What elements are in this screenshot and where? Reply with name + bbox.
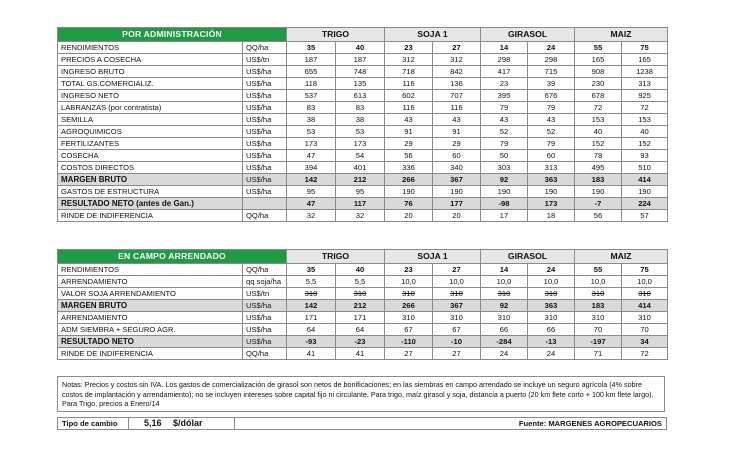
table-row xyxy=(58,126,668,138)
notes-text: Notas: Precios y costos sin IVA. Los gastos de comercialización de girasol son netos de bonificaciones; en las siembras en campo arrendado se incluye un seguro agrícola (4% sobre costos de implantación y arrendamiento); no se incluyen intereses sobre capital fijo ni circulante. Para trigo, maíz girasol y soja, distancia a puerto (20 km flete corto + 100 km flete largo). Para Trigo, precios a Enero/14 xyxy=(62,380,654,409)
value-cell: 38 xyxy=(287,114,336,126)
crop-header-maiz: MAIZ xyxy=(575,250,668,264)
value-cell: 116 xyxy=(385,78,433,90)
row-label: ARRENDAMIENTO xyxy=(58,312,243,324)
value-cell: 39 xyxy=(528,78,575,90)
row-label: SEMILLA xyxy=(58,114,243,126)
value-cell: 171 xyxy=(287,312,336,324)
value-cell: 35 xyxy=(287,264,336,276)
value-cell: 57 xyxy=(622,210,668,222)
value-cell: 310 xyxy=(622,288,668,300)
value-cell: 401 xyxy=(336,162,385,174)
table-row xyxy=(58,90,668,102)
row-label: RENDIMIENTOS xyxy=(58,42,243,54)
row-label: FERTILIZANTES xyxy=(58,138,243,150)
value-cell: 142 xyxy=(287,174,336,186)
value-cell: 136 xyxy=(433,78,481,90)
value-cell: 655 xyxy=(287,66,336,78)
value-cell: 190 xyxy=(575,186,622,198)
row-label: RENDIMIENTOS xyxy=(58,264,243,276)
row-unit: US$/ha xyxy=(243,102,287,114)
value-cell: 43 xyxy=(481,114,528,126)
value-cell: 414 xyxy=(622,300,668,312)
value-cell: 510 xyxy=(622,162,668,174)
row-label: ADM SIEMBRA + SEGURO AGR. xyxy=(58,324,243,336)
value-cell: 190 xyxy=(528,186,575,198)
value-cell: 165 xyxy=(622,54,668,66)
exchange-rate-label: Tipo de cambio xyxy=(62,419,118,428)
table-row xyxy=(58,186,668,198)
value-cell: 23 xyxy=(481,78,528,90)
value-cell: 70 xyxy=(575,324,622,336)
row-unit: US$/ha xyxy=(243,114,287,126)
row-label: ARRENDAMIENTO xyxy=(58,276,243,288)
value-cell: 116 xyxy=(433,102,481,114)
value-cell: 152 xyxy=(575,138,622,150)
value-cell: 64 xyxy=(287,324,336,336)
value-cell: 718 xyxy=(385,66,433,78)
value-cell: -10 xyxy=(433,336,481,348)
value-cell: 67 xyxy=(385,324,433,336)
value-cell: 64 xyxy=(336,324,385,336)
value-cell: 14 xyxy=(481,264,528,276)
value-cell: 414 xyxy=(622,174,668,186)
row-label: GASTOS DE ESTRUCTURA xyxy=(58,186,243,198)
value-cell: 56 xyxy=(385,150,433,162)
value-cell: 165 xyxy=(575,54,622,66)
value-cell: 53 xyxy=(287,126,336,138)
exchange-rate-unit: $/dólar xyxy=(173,418,203,428)
value-cell: 20 xyxy=(433,210,481,222)
value-cell: 1238 xyxy=(622,66,668,78)
value-cell: 79 xyxy=(481,102,528,114)
crop-header-girasol: GIRASOL xyxy=(481,250,575,264)
row-label: RINDE DE INDIFERENCIA xyxy=(58,210,243,222)
row-unit: US$/tn xyxy=(243,54,287,66)
value-cell: 537 xyxy=(287,90,336,102)
value-cell: 91 xyxy=(385,126,433,138)
value-cell: 298 xyxy=(481,54,528,66)
row-unit: qq soja/ha xyxy=(243,276,287,288)
row-unit: US$/ha xyxy=(243,162,287,174)
value-cell: 142 xyxy=(287,300,336,312)
value-cell: 72 xyxy=(622,102,668,114)
value-cell: 41 xyxy=(336,348,385,360)
value-cell: 266 xyxy=(385,174,433,186)
row-label: PRECIOS A COSECHA xyxy=(58,54,243,66)
row-unit: US$/ha xyxy=(243,300,287,312)
value-cell: 5,5 xyxy=(287,276,336,288)
crop-header-maiz: MAIZ xyxy=(575,28,668,42)
footer-bar xyxy=(57,417,667,430)
value-cell: -23 xyxy=(336,336,385,348)
value-cell: 310 xyxy=(336,288,385,300)
value-cell: 55 xyxy=(575,42,622,54)
value-cell: 224 xyxy=(622,198,668,210)
row-label: COSTOS DIRECTOS xyxy=(58,162,243,174)
row-unit: QQ/ha xyxy=(243,210,287,222)
row-unit: US$/ha xyxy=(243,150,287,162)
value-cell: 78 xyxy=(575,150,622,162)
value-cell: 190 xyxy=(385,186,433,198)
value-cell: 187 xyxy=(287,54,336,66)
table-row xyxy=(58,102,668,114)
value-cell: 24 xyxy=(528,42,575,54)
value-cell: 340 xyxy=(433,162,481,174)
table-row xyxy=(58,276,668,288)
value-cell: 83 xyxy=(336,102,385,114)
value-cell: 41 xyxy=(287,348,336,360)
crop-header-girasol: GIRASOL xyxy=(481,28,575,42)
table-row xyxy=(58,114,668,126)
value-cell: 29 xyxy=(433,138,481,150)
row-unit: QQ/ha xyxy=(243,42,287,54)
value-cell: 52 xyxy=(528,126,575,138)
row-label: RINDE DE INDIFERENCIA xyxy=(58,348,243,360)
table-row xyxy=(58,288,668,300)
value-cell: 212 xyxy=(336,300,385,312)
row-unit: US$/ha xyxy=(243,66,287,78)
value-cell: 310 xyxy=(481,312,528,324)
row-label: VALOR SOJA ARRENDAMIENTO xyxy=(58,288,243,300)
value-cell: 153 xyxy=(622,114,668,126)
row-label: COSECHA xyxy=(58,150,243,162)
value-cell: 312 xyxy=(385,54,433,66)
value-cell: 190 xyxy=(622,186,668,198)
table-row xyxy=(58,300,668,312)
value-cell: 310 xyxy=(528,288,575,300)
value-cell: 842 xyxy=(433,66,481,78)
value-cell: 47 xyxy=(287,198,336,210)
value-cell: 23 xyxy=(385,42,433,54)
value-cell: 10,0 xyxy=(433,276,481,288)
value-cell: 40 xyxy=(336,264,385,276)
row-unit: US$/ha xyxy=(243,324,287,336)
table-row xyxy=(58,66,668,78)
value-cell: 34 xyxy=(622,336,668,348)
value-cell: 27 xyxy=(433,264,481,276)
value-cell: 75 xyxy=(622,264,668,276)
value-cell: -93 xyxy=(287,336,336,348)
value-cell: 43 xyxy=(433,114,481,126)
value-cell: 310 xyxy=(385,288,433,300)
table-row xyxy=(58,162,668,174)
row-unit: QQ/ha xyxy=(243,264,287,276)
value-cell: -13 xyxy=(528,336,575,348)
value-cell: 79 xyxy=(528,138,575,150)
table-row xyxy=(58,210,668,222)
value-cell: 153 xyxy=(575,114,622,126)
value-cell: 60 xyxy=(528,150,575,162)
value-cell: -7 xyxy=(575,198,622,210)
value-cell: -284 xyxy=(481,336,528,348)
value-cell: 95 xyxy=(287,186,336,198)
table-row xyxy=(58,312,668,324)
value-cell: 367 xyxy=(433,174,481,186)
table-row xyxy=(58,324,668,336)
value-cell: 676 xyxy=(528,90,575,102)
value-cell: 212 xyxy=(336,174,385,186)
row-label: RESULTADO NETO (antes de Gan.) xyxy=(58,198,243,210)
row-label: TOTAL GS.COMERCIALIZ. xyxy=(58,78,243,90)
crop-header-trigo: TRIGO xyxy=(287,250,385,264)
value-cell: 310 xyxy=(385,312,433,324)
row-label: AGROQUIMICOS xyxy=(58,126,243,138)
value-cell: 10,0 xyxy=(622,276,668,288)
row-label: INGRESO NETO xyxy=(58,90,243,102)
value-cell: 43 xyxy=(385,114,433,126)
source-label: Fuente: MARGENES AGROPECUARIOS xyxy=(518,419,662,428)
table-row xyxy=(58,198,668,210)
value-cell: -110 xyxy=(385,336,433,348)
value-cell: 116 xyxy=(385,102,433,114)
row-unit: US$/ha xyxy=(243,126,287,138)
value-cell: 310 xyxy=(575,312,622,324)
value-cell: 27 xyxy=(433,348,481,360)
value-cell: 72 xyxy=(622,348,668,360)
crop-header-soja: SOJA 1 xyxy=(385,28,481,42)
value-cell: 53 xyxy=(336,126,385,138)
value-cell: 72 xyxy=(575,102,622,114)
table-row xyxy=(58,264,668,276)
row-label: MARGEN BRUTO xyxy=(58,300,243,312)
value-cell: 32 xyxy=(287,210,336,222)
value-cell: 66 xyxy=(528,324,575,336)
value-cell: 336 xyxy=(385,162,433,174)
value-cell: 47 xyxy=(287,150,336,162)
value-cell: 18 xyxy=(528,210,575,222)
table-row xyxy=(58,42,668,54)
value-cell: 24 xyxy=(528,264,575,276)
value-cell: 67 xyxy=(433,324,481,336)
value-cell: 10,0 xyxy=(575,276,622,288)
value-cell: 24 xyxy=(481,348,528,360)
exchange-rate-value: 5,16 xyxy=(144,418,162,428)
value-cell: 43 xyxy=(528,114,575,126)
value-cell: 93 xyxy=(622,150,668,162)
row-unit: US$/ha xyxy=(243,336,287,348)
row-unit: US$/ha xyxy=(243,138,287,150)
row-unit: US$/ha xyxy=(243,90,287,102)
value-cell: 38 xyxy=(336,114,385,126)
value-cell: 40 xyxy=(575,126,622,138)
row-unit: QQ/ha xyxy=(243,348,287,360)
table-row xyxy=(58,174,668,186)
value-cell: 135 xyxy=(336,78,385,90)
table-title: EN CAMPO ARRENDADO xyxy=(58,250,287,264)
table-row xyxy=(58,138,668,150)
value-cell: 183 xyxy=(575,174,622,186)
value-cell: 20 xyxy=(385,210,433,222)
value-cell: 40 xyxy=(622,126,668,138)
value-cell: 310 xyxy=(575,288,622,300)
value-cell: 177 xyxy=(433,198,481,210)
value-cell: 748 xyxy=(336,66,385,78)
value-cell: 14 xyxy=(481,42,528,54)
value-cell: 50 xyxy=(481,150,528,162)
value-cell: 367 xyxy=(433,300,481,312)
value-cell: 83 xyxy=(287,102,336,114)
value-cell: 173 xyxy=(336,138,385,150)
value-cell: 91 xyxy=(433,126,481,138)
value-cell: 27 xyxy=(385,348,433,360)
value-cell: 76 xyxy=(385,198,433,210)
value-cell: 10,0 xyxy=(481,276,528,288)
value-cell: 60 xyxy=(433,150,481,162)
value-cell: 35 xyxy=(287,42,336,54)
value-cell: 310 xyxy=(433,312,481,324)
value-cell: 363 xyxy=(528,300,575,312)
value-cell: 171 xyxy=(336,312,385,324)
table-row xyxy=(58,78,668,90)
value-cell: 925 xyxy=(622,90,668,102)
table-title: POR ADMINISTRACIÓN xyxy=(58,28,287,42)
row-unit: US$/tn xyxy=(243,288,287,300)
table-row xyxy=(58,336,668,348)
value-cell: 190 xyxy=(433,186,481,198)
value-cell: 173 xyxy=(528,198,575,210)
arrendado-table xyxy=(57,249,668,360)
value-cell: 54 xyxy=(336,150,385,162)
value-cell: 29 xyxy=(385,138,433,150)
row-unit xyxy=(243,198,287,210)
value-cell: 10,0 xyxy=(385,276,433,288)
value-cell: 310 xyxy=(528,312,575,324)
value-cell: 310 xyxy=(622,312,668,324)
value-cell: 32 xyxy=(336,210,385,222)
value-cell: -98 xyxy=(481,198,528,210)
value-cell: 117 xyxy=(336,198,385,210)
value-cell: 183 xyxy=(575,300,622,312)
value-cell: 92 xyxy=(481,300,528,312)
row-label: INGRESO BRUTO xyxy=(58,66,243,78)
value-cell: 266 xyxy=(385,300,433,312)
crop-header-trigo: TRIGO xyxy=(287,28,385,42)
value-cell: 66 xyxy=(481,324,528,336)
value-cell: 715 xyxy=(528,66,575,78)
value-cell: 495 xyxy=(575,162,622,174)
value-cell: 71 xyxy=(575,348,622,360)
crop-header-soja: SOJA 1 xyxy=(385,250,481,264)
value-cell: 118 xyxy=(287,78,336,90)
value-cell: 395 xyxy=(481,90,528,102)
value-cell: 173 xyxy=(287,138,336,150)
value-cell: 298 xyxy=(528,54,575,66)
value-cell: 312 xyxy=(433,54,481,66)
value-cell: 24 xyxy=(528,348,575,360)
row-unit: US$/ha xyxy=(243,186,287,198)
value-cell: 313 xyxy=(622,78,668,90)
value-cell: 92 xyxy=(481,174,528,186)
value-cell: 417 xyxy=(481,66,528,78)
value-cell: 313 xyxy=(528,162,575,174)
row-unit: US$/ha xyxy=(243,78,287,90)
row-label: MARGEN BRUTO xyxy=(58,174,243,186)
row-unit: US$/ha xyxy=(243,174,287,186)
value-cell: 79 xyxy=(528,102,575,114)
value-cell: 187 xyxy=(336,54,385,66)
administracion-table xyxy=(57,27,668,222)
value-cell: 908 xyxy=(575,66,622,78)
value-cell: 310 xyxy=(287,288,336,300)
row-unit: US$/ha xyxy=(243,312,287,324)
value-cell: 707 xyxy=(433,90,481,102)
table-row xyxy=(58,54,668,66)
value-cell: 23 xyxy=(385,264,433,276)
notes-box xyxy=(57,376,665,412)
value-cell: 152 xyxy=(622,138,668,150)
value-cell: 79 xyxy=(481,138,528,150)
value-cell: 613 xyxy=(336,90,385,102)
value-cell: 56 xyxy=(575,210,622,222)
value-cell: 55 xyxy=(575,264,622,276)
value-cell: -197 xyxy=(575,336,622,348)
value-cell: 70 xyxy=(622,324,668,336)
value-cell: 394 xyxy=(287,162,336,174)
row-label: RESULTADO NETO xyxy=(58,336,243,348)
value-cell: 602 xyxy=(385,90,433,102)
value-cell: 310 xyxy=(433,288,481,300)
value-cell: 190 xyxy=(481,186,528,198)
row-label: LABRANZAS (por contratista) xyxy=(58,102,243,114)
value-cell: 75 xyxy=(622,42,668,54)
table-row xyxy=(58,348,668,360)
value-cell: 27 xyxy=(433,42,481,54)
value-cell: 17 xyxy=(481,210,528,222)
value-cell: 363 xyxy=(528,174,575,186)
value-cell: 52 xyxy=(481,126,528,138)
value-cell: 230 xyxy=(575,78,622,90)
value-cell: 678 xyxy=(575,90,622,102)
value-cell: 40 xyxy=(336,42,385,54)
value-cell: 10,0 xyxy=(528,276,575,288)
value-cell: 310 xyxy=(481,288,528,300)
value-cell: 5,5 xyxy=(336,276,385,288)
table-row xyxy=(58,150,668,162)
value-cell: 95 xyxy=(336,186,385,198)
value-cell: 303 xyxy=(481,162,528,174)
